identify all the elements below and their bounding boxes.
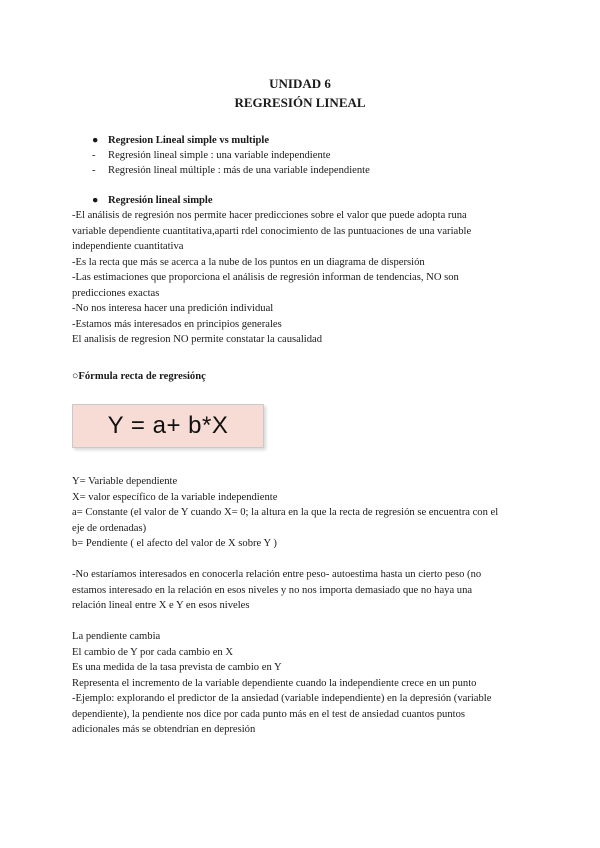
- bullet-icon: ●: [92, 135, 99, 146]
- text-line: La pendiente cambia: [72, 631, 161, 642]
- text-line: -Las estimaciones que proporciona el análisis de regresión informan de tendencias, NO son: [72, 272, 459, 283]
- text-line: -No nos interesa hacer una predición individual: [72, 303, 274, 314]
- formula-equation: Y = a+ b*X: [107, 412, 229, 439]
- definition-line: X= valor específico de la variable independiente: [72, 492, 278, 503]
- unit-title: UNIDAD 6: [269, 76, 331, 91]
- bullet-icon: ●: [92, 195, 99, 206]
- formula-box: [72, 404, 264, 448]
- text-line: adicionales más se obtendrían en depresión: [72, 724, 256, 735]
- text-line: dependiente), la pendiente nos dice por cada punto más en el test de ansiedad cuantos puntos: [72, 709, 466, 720]
- definition-line: eje de ordenadas): [72, 523, 147, 534]
- text-line: -Es la recta que más se acerca a la nube de los puntos en un diagrama de dispersión: [72, 257, 425, 268]
- text-line: -No estaríamos interesados en conocerla relación entre peso- autoestima hasta un cierto peso (no: [72, 569, 482, 580]
- text-line: El cambio de Y por cada cambio en X: [72, 647, 234, 658]
- list-item: Regresión lineal simple : una variable independiente: [108, 150, 331, 161]
- list-item: Regresión lineal múltiple : más de una variable independiente: [108, 165, 370, 176]
- text-line: estamos interesado en la relación en esos niveles y no nos importa demasiado que no haya una: [72, 585, 473, 596]
- text-line: independiente cuantitativa: [72, 241, 184, 252]
- dash-icon: -: [92, 150, 96, 161]
- section-heading: Regresion Lineal simple vs multiple: [108, 135, 270, 146]
- definition-line: b= Pendiente ( el afecto del valor de X sobre Y ): [72, 538, 277, 549]
- text-line: -Estamos más interesados en principios generales: [72, 319, 282, 330]
- text-line: variable dependiente cuantitativa,aparti rdel conocimiento de las puntuaciones de una variable: [72, 226, 472, 237]
- text-line: -El análisis de regresión nos permite hacer predicciones sobre el valor que puede adopta runa: [72, 210, 467, 221]
- formula-heading: ○Fórmula recta de regresiónç: [72, 371, 206, 382]
- definition-line: Y= Variable dependiente: [72, 476, 178, 487]
- definition-line: a= Constante (el valor de Y cuando X= 0; la altura en la que la recta de regresión se encuentra con el: [72, 507, 499, 518]
- dash-icon: -: [92, 165, 96, 176]
- document-title: REGRESIÓN LINEAL: [234, 95, 366, 110]
- text-line: Representa el incremento de la variable dependiente cuando la independiente crece en un punto: [72, 678, 477, 689]
- text-line: -Ejemplo: explorando el predictor de la ansiedad (variable independiente) en la depresión (variable: [72, 693, 492, 704]
- section-heading: Regresión lineal simple: [108, 195, 213, 206]
- text-line: predicciones exactas: [72, 288, 160, 299]
- text-line: relación lineal entre X e Y en esos niveles: [72, 600, 250, 611]
- text-line: Es una medida de la tasa prevista de cambio en Y: [72, 662, 282, 673]
- text-line: El analisis de regresion NO permite constatar la causalidad: [72, 334, 323, 345]
